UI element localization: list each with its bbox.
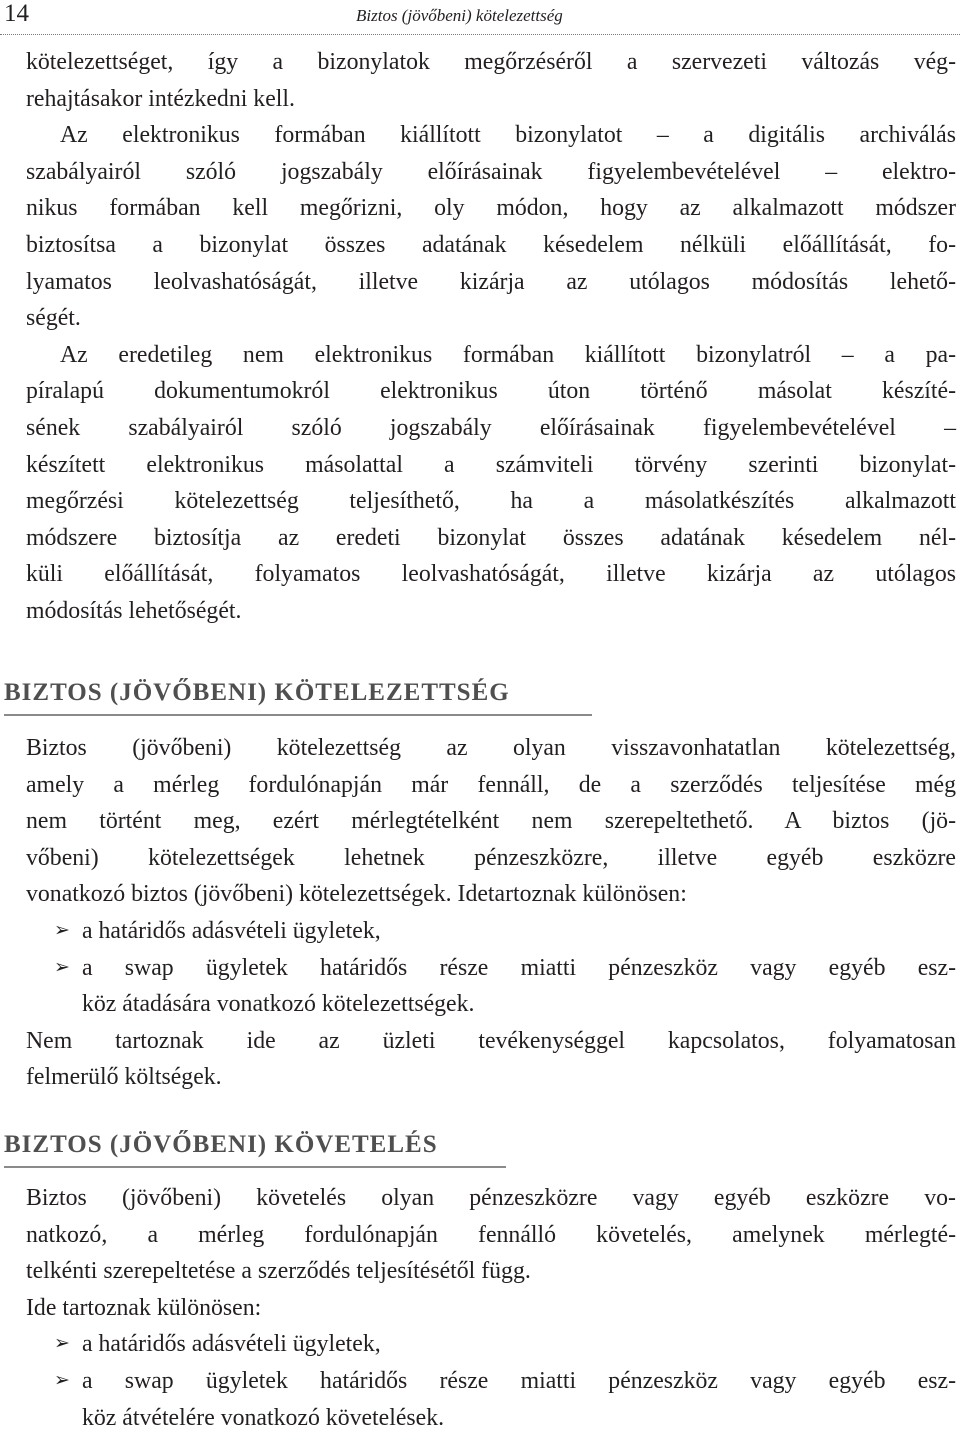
text-line: telkénti szerepeltetése a szerződés teljesítésétől függ. xyxy=(26,1258,531,1285)
text-line: szabályairól szóló jogszabály előírásainak figyelembevételével – elektro- xyxy=(26,158,956,185)
running-header xyxy=(0,0,960,35)
text-line: nem történt meg, ezért mérlegtételként nem szerepeltethető. A biztos (jö- xyxy=(26,808,956,835)
text-line: felmerülő költségek. xyxy=(26,1064,222,1091)
text-line: küli előállítását, folyamatos leolvashatóságát, illetve kizárja az utólagos xyxy=(26,561,956,588)
text-line: Biztos (jövőbeni) követelés olyan pénzeszközre vagy egyéb eszközre vo- xyxy=(26,1185,956,1211)
text-line: a határidős adásvételi ügyletek, xyxy=(82,1331,381,1358)
text-line: ségét. xyxy=(26,305,81,332)
text-line: Nem tartoznak ide az üzleti tevékenységgel kapcsolatos, folyamatosan xyxy=(26,1027,956,1054)
text-line: megőrzési kötelezettség teljesíthető, ha a másolatkészítés alkalmazott xyxy=(26,488,956,515)
text-line: lyamatos leolvashatóságát, illetve kizárja az utólagos módosítás lehető- xyxy=(26,268,956,295)
text-line: köz átvételére vonatkozó követelések. xyxy=(82,1404,445,1431)
list-item xyxy=(26,1363,956,1436)
text-line: módosítás lehetőségét. xyxy=(26,597,242,624)
text-line: módszere biztosítja az eredeti bizonylat összes adatának késedelem nél- xyxy=(26,524,956,551)
text-line: Ide tartoznak különösen: xyxy=(26,1294,262,1321)
text-line: Az eredetileg nem elektronikus formában kiállított bizonylatról – a pa- xyxy=(60,341,956,368)
text-line: a swap ügyletek határidős része miatti pénzeszköz vagy egyéb esz- xyxy=(82,1367,956,1394)
text-line: sének szabályairól szóló jogszabály előírásainak figyelembevételével – xyxy=(26,414,956,441)
text-line: kötelezettséget, így a bizonylatok megőrzéséről a szervezeti változás vég- xyxy=(26,49,956,75)
list-item xyxy=(26,950,956,1023)
arrowhead-bullet-icon: ➢ xyxy=(54,1369,70,1391)
text-line: Biztos (jövőbeni) kötelezettség az olyan visszavonhatatlan kötelezettség, xyxy=(26,735,956,761)
text-line: rehajtásakor intézkedni kell. xyxy=(26,85,295,112)
section-heading-koveteles: BIZTOS (JÖVŐBENI) KÖVETELÉS xyxy=(4,1130,506,1168)
intro-paragraphs xyxy=(26,44,956,630)
section-heading-kotelezettseg: BIZTOS (JÖVŐBENI) KÖTELEZETTSÉG xyxy=(4,678,592,716)
arrowhead-bullet-icon: ➢ xyxy=(54,1333,70,1355)
text-line: nikus formában kell megőrizni, oly módon, hogy az alkalmazott módszer xyxy=(26,195,956,222)
page-number: 14 xyxy=(4,0,29,27)
text-line: készített elektronikus másolattal a számviteli törvény szerinti bizonylat- xyxy=(26,451,956,478)
running-title: Biztos (jövőbeni) kötelezettség xyxy=(356,6,563,25)
text-line: Az elektronikus formában kiállított bizonylatot – a digitális archiválás xyxy=(60,122,956,149)
arrowhead-bullet-icon: ➢ xyxy=(54,919,70,941)
list-item xyxy=(26,1326,956,1363)
text-line: biztosítsa a bizonylat összes adatának késedelem nélküli előállítását, fo- xyxy=(26,231,956,258)
text-line: a swap ügyletek határidős része miatti pénzeszköz vagy egyéb esz- xyxy=(82,954,956,981)
text-line: vonatkozó biztos (jövőbeni) kötelezettségek. Idetartoznak különösen: xyxy=(26,881,687,908)
text-line: a határidős adásvételi ügyletek, xyxy=(82,917,381,944)
section-kotelezettseg-body xyxy=(26,730,956,1096)
text-line: vőbeni) kötelezettségek lehetnek pénzeszközre, illetve egyéb eszközre xyxy=(26,844,956,871)
arrowhead-bullet-icon: ➢ xyxy=(54,956,70,978)
list-item xyxy=(26,913,956,950)
section-koveteles-body xyxy=(26,1180,956,1436)
text-line: köz átadására vonatkozó kötelezettségek. xyxy=(82,991,475,1018)
text-line: píralapú dokumentumokról elektronikus úton történő másolat készíté- xyxy=(26,378,956,405)
text-line: natkozó, a mérleg fordulónapján fennálló követelés, amelynek mérlegté- xyxy=(26,1221,956,1248)
text-line: amely a mérleg fordulónapján már fennáll, de a szerződés teljesítése még xyxy=(26,771,956,798)
